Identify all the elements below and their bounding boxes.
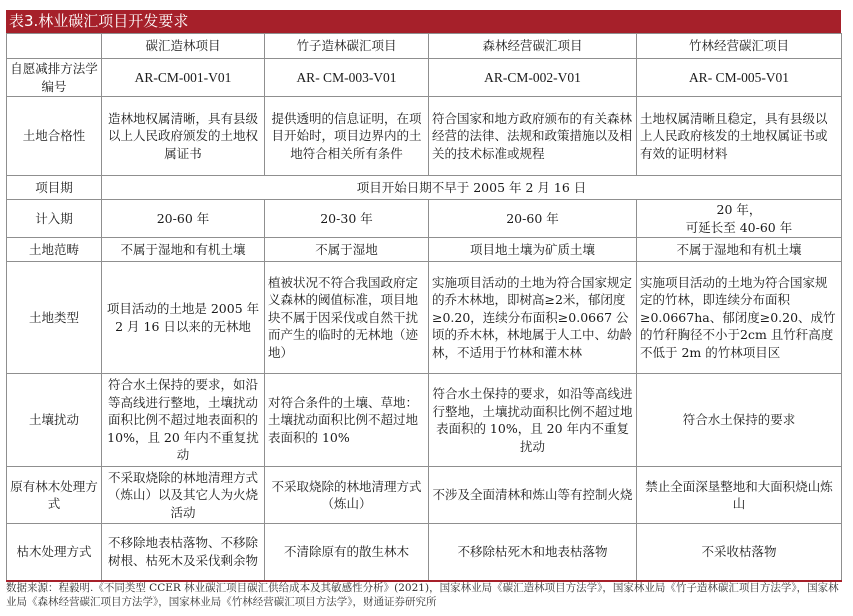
column-header-bamboo-afforestation: 竹子造林碳汇项目 — [265, 34, 429, 59]
table-cell: 实施项目活动的土地为符合国家规定的乔木林地，即树高≥2米，郁闭度≥0.20，连续分布面积≥0.0667 公顷的乔木林，林地属于人工中、幼龄林，不适用于竹林和灌木林 — [429, 262, 637, 374]
table-cell: 20-60 年 — [429, 200, 637, 238]
requirements-table — [6, 33, 842, 582]
table-cell: 项目活动的土地是 2005 年 2 月 16 日以来的无林地 — [102, 262, 265, 374]
source-note: 数据来源：程毅明.《不同类型 CCER 林业碳汇项目碳汇供给成本及其敏感性分析》(2021)，国家林业局《碳汇造林项目方法学》，国家林业局《竹子造林碳汇项目方法学》，国家林业局《森林经营碳汇项目方法学》，国家林业局《竹林经营碳汇项目方法学》，财通证券研究所 — [6, 582, 839, 608]
table-row — [7, 467, 842, 524]
table-cell: 不采收枯落物 — [637, 524, 842, 581]
table-cell: 对符合条件的土壤、草地：土壤扰动面积比例不超过地表面积的 10% — [265, 374, 429, 467]
table-cell: 不属于湿地和有机土壤 — [102, 238, 265, 262]
table-cell: 符合水土保持的要求，如沿等高线进行整地，土壤扰动面积比例不超过地表面积的 10%，且 20 年内不重复扰动 — [429, 374, 637, 467]
table-cell: 符合水土保持的要求，如沿等高线进行整地，土壤扰动面积比例不超过地表面积的 10%，且 20 年内不重复扰动 — [102, 374, 265, 467]
header-row — [7, 34, 842, 59]
row-label-dead-wood: 枯木处理方式 — [7, 524, 102, 581]
table-cell: 实施项目活动的土地为符合国家规定的竹林，即连续分布面积≥0.0667ha、郁闭度≥0.20、成竹的竹秆胸径不小于2cm 且竹秆高度不低于 2m 的竹林项目区 — [637, 262, 842, 374]
row-label-land-qualification: 土地合格性 — [7, 97, 102, 176]
table-row — [7, 176, 842, 200]
row-label-existing-trees: 原有林木处理方式 — [7, 467, 102, 524]
table-cell: 不清除原有的散生林木 — [265, 524, 429, 581]
header-corner — [7, 34, 102, 59]
table-cell: 造林地权属清晰，具有县级以上人民政府颁发的土地权属证书 — [102, 97, 265, 176]
column-header-bamboo-management: 竹林经营碳汇项目 — [637, 34, 842, 59]
table-cell: 不采取烧除的林地清理方式（炼山） — [265, 467, 429, 524]
table-cell: 不移除枯死木和地表枯落物 — [429, 524, 637, 581]
table-row — [7, 262, 842, 374]
table-cell: 不移除地表枯落物、不移除树根、枯死木及采伐剩余物 — [102, 524, 265, 581]
table-title: 表3.林业碳汇项目开发要求 — [6, 10, 841, 33]
table-row — [7, 59, 842, 97]
table-row — [7, 200, 842, 238]
row-label-soil-disturbance: 土壤扰动 — [7, 374, 102, 467]
table-cell: 符合水土保持的要求 — [637, 374, 842, 467]
table-cell: 不涉及全面清林和炼山等有控制火烧 — [429, 467, 637, 524]
column-header-forest-management: 森林经营碳汇项目 — [429, 34, 637, 59]
table-cell: 项目地土壤为矿质土壤 — [429, 238, 637, 262]
row-label-land-type: 土地类型 — [7, 262, 102, 374]
table-cell: 土地权属清晰且稳定，具有县级以上人民政府核发的土地权属证书或有效的证明材料 — [637, 97, 842, 176]
row-label-method: 自愿减排方法学编号 — [7, 59, 102, 97]
table-cell: 不属于湿地 — [265, 238, 429, 262]
table-cell: AR-CM-002-V01 — [429, 59, 637, 97]
table-cell: AR- CM-005-V01 — [637, 59, 842, 97]
row-label-crediting-period: 计入期 — [7, 200, 102, 238]
merged-cell-project-period: 项目开始日期不早于 2005 年 2 月 16 日 — [102, 176, 842, 200]
table-cell: 不属于湿地和有机土壤 — [637, 238, 842, 262]
table-cell: 20-30 年 — [265, 200, 429, 238]
table-row — [7, 97, 842, 176]
table-cell: 植被状况不符合我国政府定义森林的阈值标准，项目地块不属于因采伐或自然干扰而产生的临时的无林地（迹地） — [265, 262, 429, 374]
row-label-land-scope: 土地范畴 — [7, 238, 102, 262]
table-cell: 20-60 年 — [102, 200, 265, 238]
table-cell: 禁止全面深垦整地和大面积烧山炼山 — [637, 467, 842, 524]
row-label-project-period: 项目期 — [7, 176, 102, 200]
table-cell: 提供透明的信息证明，在项目开始时，项目边界内的土地符合相关所有条件 — [265, 97, 429, 176]
table-cell: AR- CM-003-V01 — [265, 59, 429, 97]
column-header-afforestation: 碳汇造林项目 — [102, 34, 265, 59]
table-row — [7, 374, 842, 467]
table-cell: 20 年， 可延长至 40-60 年 — [637, 200, 842, 238]
table-row — [7, 238, 842, 262]
table-cell: AR-CM-001-V01 — [102, 59, 265, 97]
table-row — [7, 524, 842, 581]
table-cell: 不采取烧除的林地清理方式（炼山）以及其它人为火烧活动 — [102, 467, 265, 524]
table-cell: 符合国家和地方政府颁布的有关森林经营的法律、法规和政策措施以及相关的技术标准或规程 — [429, 97, 637, 176]
